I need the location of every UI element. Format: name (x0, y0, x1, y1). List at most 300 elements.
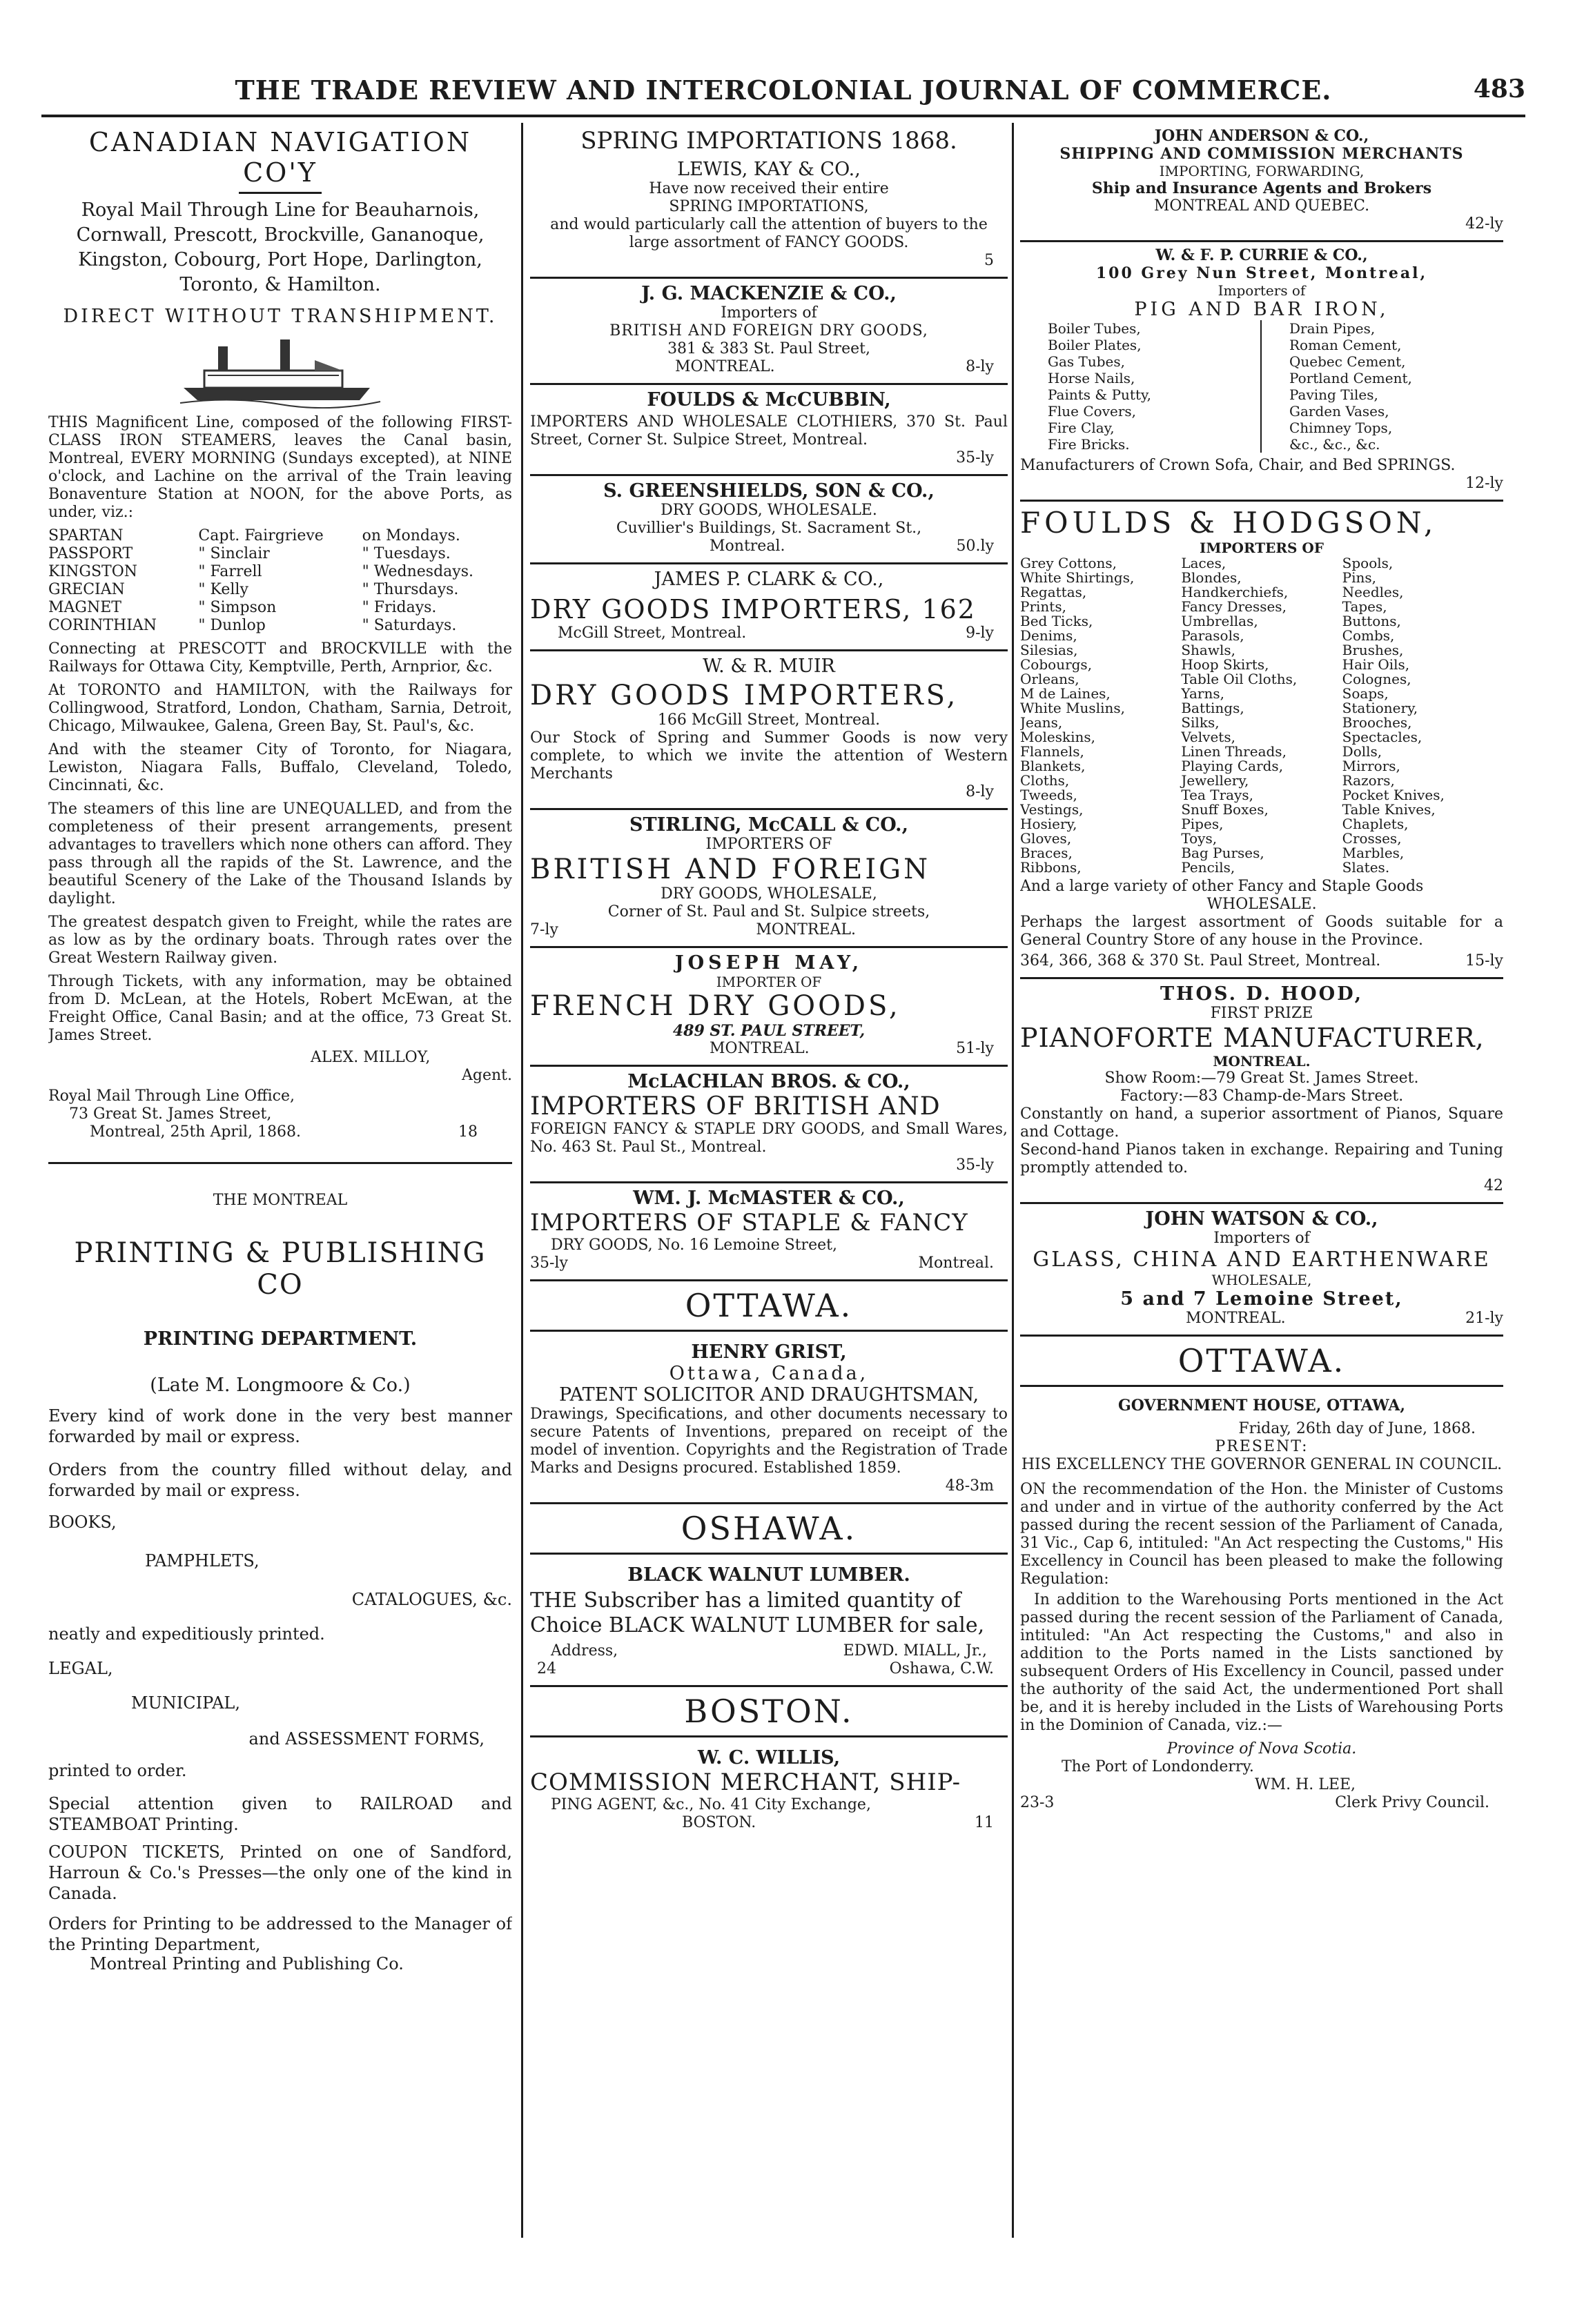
ad-title: CANADIAN NAVIGATION CO'Y (88, 127, 472, 188)
ad-line: Importers of (1213, 1230, 1310, 1247)
section-heading-oshawa: OSHAWA. (530, 1504, 1008, 1555)
ad-footer (530, 624, 1008, 642)
product-item: Pipes, (1181, 816, 1224, 832)
ad-firm: S. GREENSHIELDS, SON & CO., (603, 480, 935, 502)
ad-city: Montreal. (918, 1254, 994, 1272)
column-1 (48, 123, 512, 2234)
ad-address: McGill Street, Montreal. (558, 624, 747, 642)
product-item: Blankets, (1020, 758, 1086, 774)
product-column (1342, 556, 1503, 875)
ad-paragraph: COUPON TICKETS, Printed on one of Sandford, Harroun & Co.'s Presses—the only one of the kind in Canada. (48, 1842, 512, 1903)
ad-city: MONTREAL. (756, 921, 856, 938)
ad-title: BRITISH AND FOREIGN (530, 854, 931, 885)
ad-address: 5 and 7 Lemoine Street, (1120, 1288, 1403, 1310)
product-item: Tapes, (1342, 598, 1387, 615)
ad-firm: HENRY GRIST, (691, 1341, 847, 1363)
ship-day: " Thursdays. (362, 581, 459, 598)
ad-number: 7-ly (530, 921, 558, 938)
product-item: Combs, (1342, 627, 1395, 644)
ad-number: 50.ly (956, 538, 994, 555)
ad-firm: JOHN WATSON & CO., (1145, 1208, 1378, 1230)
ad-line: BOOKS, (48, 1513, 117, 1532)
product-item: Denims, (1020, 627, 1077, 644)
ad-number: 21-ly (1465, 1310, 1503, 1327)
ad-montreal-printing (48, 1164, 512, 1980)
steamboat-illustration (177, 333, 384, 408)
product-item: Gloves, (1020, 830, 1072, 847)
ship-captain: " Farrell (198, 563, 262, 580)
ad-paragraph: The greatest despatch given to Freight, while the rates are as low as by the ordinary boats. Through rates over the Great Western Railway given. (48, 914, 512, 967)
product-item: Dolls, (1342, 743, 1382, 760)
ad-number: 8-ly (966, 358, 994, 375)
product-item: Playing Cards, (1181, 758, 1284, 774)
ad-footer (530, 1642, 1008, 1660)
product-item: White Muslins, (1020, 700, 1125, 716)
ship-name: GRECIAN (48, 581, 125, 598)
product-item: Parasols, (1181, 627, 1244, 644)
ad-james-clark (530, 564, 1008, 651)
ad-paragraph: Orders for Printing to be addressed to the Manager of the Printing Department, (48, 1914, 512, 1954)
notice-heading: GOVERNMENT HOUSE, OTTAWA, (1117, 1397, 1406, 1415)
ad-stirling-mccall (530, 810, 1008, 948)
ad-body: DRY GOODS, No. 16 Lemoine Street, (551, 1237, 837, 1254)
ad-line: PAMPHLETS, (145, 1551, 260, 1570)
signature-title: Agent. (462, 1067, 512, 1084)
ad-paragraph: At TORONTO and HAMILTON, with the Railways for Collingwood, Stratford, London, Chatham, Sarnia, Detroit, Chicago, Milwaukee, Galena, Green Bay, St. Paul's, &c. (48, 682, 512, 735)
ad-line: Ottawa, Canada, (669, 1363, 869, 1384)
ad-paragraph: Through Tickets, with any information, may be obtained from D. McLean, at the Hotels, Robert McEwan, at the Freight Office, Canal Basin; and at the office, 73 Great St. James Street. (48, 973, 512, 1044)
ad-title: DRY GOODS IMPORTERS, 162 (530, 594, 976, 624)
ship-name: PASSPORT (48, 545, 133, 562)
product-item: Prints, (1020, 598, 1066, 615)
ad-intro: Royal Mail Through Line for Beauharnois, Cornwall, Prescott, Brockville, Gananoque, Kingston, Cobourg, Port Hope, Darlington, Toronto, & Hamilton. (76, 199, 485, 295)
product-item: Tweeds, (1020, 787, 1077, 803)
ad-title: PIANOFORTE MANUFACTURER, (1020, 1023, 1485, 1053)
ad-footer (530, 1814, 1008, 1832)
ad-title: IMPORTERS OF BRITISH AND (530, 1092, 941, 1121)
ship-captain: Capt. Fairgrieve (198, 527, 324, 544)
product-item: Regattas, (1020, 584, 1087, 600)
product-column (1020, 556, 1181, 875)
ad-kicker: THE MONTREAL (213, 1192, 348, 1209)
ad-mclachlan (530, 1067, 1008, 1183)
product-item: Portland Cement, (1289, 370, 1412, 386)
ad-paragraph: Every kind of work done in the very best manner forwarded by mail or express. (48, 1406, 512, 1446)
product-item: Orleans, (1020, 671, 1079, 687)
signature-title: Clerk Privy Council. (1335, 1794, 1489, 1811)
ad-willis (530, 1743, 1008, 1839)
product-item: Paving Tiles, (1289, 386, 1378, 403)
notice-line: PRESENT: (1215, 1438, 1309, 1455)
product-item: Fire Bricks. (1048, 436, 1130, 453)
product-item: White Shirtings, (1020, 569, 1135, 586)
ad-number: 23-3 (1020, 1794, 1055, 1811)
ad-firm: McLACHLAN BROS. & CO., (627, 1071, 910, 1092)
ad-firm: J. G. MACKENZIE & CO., (641, 283, 897, 304)
ad-number: 15-ly (1465, 952, 1503, 969)
product-item: Paints & Putty, (1048, 386, 1151, 403)
ship-day: " Fridays. (362, 599, 437, 616)
ad-line: DRY GOODS, WHOLESALE, (661, 885, 877, 903)
ad-thos-hood (1020, 979, 1503, 1204)
office-line: 73 Great St. James Street, (69, 1105, 272, 1123)
ad-line: IMPORTERS OF (705, 836, 832, 853)
product-item: Brushes, (1342, 642, 1404, 658)
product-column (1181, 556, 1342, 875)
ad-number: 18 (458, 1123, 478, 1141)
ad-line: Manufacturers of Crown Sofa, Chair, and Bed SPRINGS. (1020, 457, 1456, 474)
ad-muir (530, 651, 1008, 810)
product-item: Bag Purses, (1181, 845, 1264, 861)
ad-line: CATALOGUES, &c. (351, 1590, 512, 1609)
ad-firm: STIRLING, McCALL & CO., (629, 814, 908, 836)
ad-footer (530, 1660, 1008, 1678)
product-item: Hair Oils, (1342, 656, 1410, 673)
product-item: Needles, (1342, 584, 1404, 600)
product-item: Jewellery, (1181, 772, 1249, 789)
product-list (1020, 556, 1503, 875)
ad-line: Constantly on hand, a superior assortment of Pianos, Square and Cottage. (1020, 1105, 1503, 1141)
ad-title: SPRING IMPORTATIONS 1868. (580, 127, 957, 155)
ad-firm: JAMES P. CLARK & CO., (654, 569, 884, 590)
ad-line: MUNICIPAL, (131, 1693, 240, 1713)
product-item: Fire Clay, (1048, 420, 1115, 436)
ad-city: BOSTON. (682, 1814, 756, 1831)
ad-body: Drawings, Specifications, and other documents necessary to secure Patents of Inventions, prepared on receipt of the model of invention. Copyrights and the Registration of Trade Marks and Designs procured. Established 1859. (530, 1406, 1008, 1477)
column-rule-1 (521, 123, 523, 2238)
product-item: Braces, (1020, 845, 1073, 861)
product-item: Quebec Cement, (1289, 353, 1406, 370)
product-item: Spools, (1342, 555, 1394, 571)
notice-line: The Port of Londonderry. (1062, 1758, 1254, 1775)
ad-footer (530, 538, 1008, 555)
ship-name: MAGNET (48, 599, 121, 616)
ad-line: IMPORTERS OF (1200, 540, 1324, 556)
product-item: Boiler Tubes, (1048, 320, 1141, 337)
ship-name: KINGSTON (48, 563, 137, 580)
ad-footer (530, 921, 1008, 939)
ad-body: Our Stock of Spring and Summer Goods is now very complete, to which we invite the attention of Western Merchants (530, 729, 1008, 782)
ad-line: neatly and expeditiously printed. (48, 1624, 325, 1644)
ad-body: FOREIGN FANCY & STAPLE DRY GOODS, and Small Wares, No. 463 St. Paul St., Montreal. (530, 1121, 1008, 1156)
ad-city: Oshawa, C.W. (889, 1660, 994, 1677)
ad-paragraph: The steamers of this line are UNEQUALLED, and from the completeness of their present arrangements, present advantages to travellers which none others can afford. They pass through all the rapids of the St. Lawrence, and the beautiful Scenery of the Lake of the Thousand Islands by daylight. (48, 800, 512, 907)
ad-john-watson (1020, 1204, 1503, 1337)
product-item: Hosiery, (1020, 816, 1077, 832)
ad-number: 42-ly (1465, 215, 1503, 233)
ad-greenshields (530, 476, 1008, 564)
product-item: Roman Cement, (1289, 337, 1402, 353)
ad-firm: W. C. WILLIS, (697, 1747, 841, 1769)
ad-subtitle: DIRECT WITHOUT TRANSHIPMENT. (63, 306, 498, 327)
notice-body: In addition to the Warehousing Ports mentioned in the Act passed during the recent session of the Parliament of Canada, intituled: "An Act respecting the Customs," and also in addition to the Ports named in the Lists sanctioned by subsequent Orders of His Excellency in Council, passed under the authority of the said Act, the undermentioned Port shall be, and it is hereby included in the Lists of Warehousing Ports in the Dominion of Canada, viz.:— (1020, 1591, 1503, 1734)
product-item: Marbles, (1342, 845, 1405, 861)
section-heading-ottawa: OTTAWA. (530, 1281, 1008, 1332)
product-item: Slates. (1342, 859, 1390, 876)
ship-name: SPARTAN (48, 527, 124, 544)
ship-captain: " Dunlop (198, 617, 266, 634)
ad-line: and would particularly call the attention of buyers to the large assortment of FANCY GOODS. (550, 216, 988, 251)
ad-address: 166 McGill Street, Montreal. (657, 711, 881, 729)
ad-number: 9-ly (966, 624, 994, 642)
ad-currie (1020, 242, 1503, 502)
ad-firm: JOHN ANDERSON & CO., (1154, 127, 1369, 145)
column-2 (530, 123, 1008, 2234)
ad-title: PATENT SOLICITOR AND DRAUGHTSMAN, (558, 1384, 979, 1406)
ad-firm: W. & F. P. CURRIE & CO., (1155, 246, 1368, 264)
ad-line: And a large variety of other Fancy and Staple Goods (1020, 878, 1424, 895)
product-item: Flannels, (1020, 743, 1084, 760)
page-header (41, 75, 1525, 116)
product-item: Grey Cottons, (1020, 555, 1117, 571)
ad-address: 364, 366, 368 & 370 St. Paul Street, Montreal. (1020, 952, 1381, 969)
product-item: Crosses, (1342, 830, 1402, 847)
ad-number: 24 (537, 1660, 556, 1677)
ad-line: Importers of (1218, 282, 1306, 299)
ad-footer (1020, 1310, 1503, 1328)
ad-line: Cuvillier's Buildings, St. Sacrament St., (616, 520, 922, 537)
ad-line: and ASSESSMENT FORMS, (248, 1729, 485, 1749)
notice-line: HIS EXCELLENCY THE GOVERNOR GENERAL IN COUNCIL. (1021, 1456, 1503, 1473)
ad-paragraph: And with the steamer City of Toronto, for Niagara, Lewiston, Niagara Falls, Buffalo, Cleveland, Toledo, Cincinnati, &c. (48, 741, 512, 794)
notice-footer (1020, 1794, 1503, 1812)
steamer-schedule (48, 527, 512, 635)
header-rule (41, 115, 1525, 117)
ad-canadian-navigation (48, 123, 512, 1148)
product-item: Ribbons, (1020, 859, 1082, 876)
ad-firm: FOULDS & McCUBBIN, (647, 389, 891, 411)
ad-firm: LEWIS, KAY & CO., (677, 159, 861, 180)
product-item: Velvets, (1181, 729, 1235, 745)
ad-title: COMMISSION MERCHANT, SHIP- (530, 1769, 961, 1796)
product-item: Laces, (1181, 555, 1226, 571)
ad-joseph-may (530, 948, 1008, 1067)
ad-paragraph: Connecting at PRESCOTT and BROCKVILLE with the Railways for Ottawa City, Kemptville, Perth, Arnprior, &c. (48, 640, 512, 676)
product-column-left (1048, 320, 1262, 453)
product-item: Drain Pipes, (1289, 320, 1376, 337)
notice-date: Friday, 26th day of June, 1868. (1238, 1420, 1476, 1437)
ad-body: IMPORTERS AND WHOLESALE CLOTHIERS, 370 St. Paul Street, Corner St. Sulpice Street, Montreal. (530, 413, 1008, 449)
ad-firm: THOS. D. HOOD, (1160, 983, 1364, 1005)
office-line: Royal Mail Through Line Office, (48, 1087, 295, 1105)
ad-line: FIRST PRIZE (1210, 1005, 1313, 1022)
ad-city: MONTREAL. (1186, 1310, 1286, 1327)
ad-line: WHOLESALE, (1211, 1272, 1312, 1288)
product-item: Horse Nails, (1048, 370, 1135, 386)
product-item: Yarns, (1181, 685, 1224, 702)
product-item: Vestings, (1020, 801, 1084, 818)
product-item: Table Oil Cloths, (1181, 671, 1298, 687)
product-item: Silesias, (1020, 642, 1078, 658)
ad-line: Importers of (721, 304, 817, 322)
ad-line: Address, (551, 1642, 618, 1660)
ad-henry-grist (530, 1337, 1008, 1504)
ad-firm: WM. J. McMASTER & CO., (633, 1188, 905, 1209)
product-item: Brooches, (1342, 714, 1412, 731)
product-item: Toys, (1181, 830, 1218, 847)
notice-line: Province of Nova Scotia. (1166, 1740, 1357, 1757)
ad-foulds-mccubbin (530, 385, 1008, 476)
section-heading-ottawa: OTTAWA. (1020, 1337, 1503, 1387)
ad-name: EDWD. MIALL, Jr., (843, 1642, 987, 1660)
product-item: Silks, (1181, 714, 1220, 731)
ad-address: 489 ST. PAUL STREET, (672, 1022, 866, 1040)
ad-body: PING AGENT, &c., No. 41 City Exchange, (551, 1796, 871, 1813)
product-item: Boiler Plates, (1048, 337, 1142, 353)
ad-address: 100 Grey Nun Street, Montreal, (1095, 264, 1428, 282)
ad-footer (530, 1254, 1008, 1272)
ad-paragraph: Special attention given to RAILROAD and STEAMBOAT Printing. (48, 1794, 512, 1834)
journal-title: THE TRADE REVIEW AND INTERCOLONIAL JOURNAL OF COMMERCE. (235, 75, 1332, 106)
ship-day: " Tuesdays. (362, 545, 451, 562)
ad-line: Have now received their entire (649, 180, 889, 197)
ad-title: BLACK WALNUT LUMBER. (627, 1564, 910, 1586)
ad-title: IMPORTERS OF STAPLE & FANCY (530, 1209, 968, 1237)
product-item: Chimney Tops, (1289, 420, 1393, 436)
product-item: Bed Ticks, (1020, 613, 1093, 629)
ad-paragraph: Orders from the country filled without delay, and forwarded by mail or express. (48, 1460, 512, 1500)
ship-captain: " Kelly (198, 581, 248, 598)
ad-line: Corner of St. Paul and St. Sulpice streets, (607, 903, 930, 920)
product-item: Handkerchiefs, (1181, 584, 1289, 600)
ad-city: MONTREAL. (675, 358, 775, 375)
ad-line: printed to order. (48, 1761, 187, 1780)
product-list (1020, 320, 1503, 453)
column-3 (1020, 123, 1503, 2234)
ad-title: GLASS, CHINA AND EARTHENWARE (1033, 1248, 1491, 1272)
ad-title: FOULDS & HODGSON, (1020, 506, 1438, 540)
ad-firm: W. & R. MUIR (703, 656, 835, 677)
ad-line: Second-hand Pianos taken in exchange. Repairing and Tuning promptly attended to. (1020, 1141, 1503, 1176)
ship-name: CORINTHIAN (48, 617, 157, 634)
ad-line: IMPORTING, FORWARDING, (1159, 163, 1365, 179)
ad-body: Perhaps the largest assortment of Goods suitable for a General Country Store of any house in the Province. (1020, 914, 1503, 949)
product-item: Razors, (1342, 772, 1395, 789)
product-item: Pins, (1342, 569, 1377, 586)
product-item: Battings, (1181, 700, 1244, 716)
column-rule-2 (1012, 123, 1014, 2238)
ad-firm: JOSEPH MAY, (674, 952, 863, 974)
ad-number: 35-ly (530, 1254, 568, 1272)
ship-captain: " Sinclair (198, 545, 270, 562)
ad-footer (530, 358, 1008, 376)
ad-title: PRINTING & PUBLISHING CO (74, 1237, 487, 1301)
ad-line: BRITISH AND FOREIGN DRY GOODS, (609, 322, 928, 339)
ad-footer (1020, 952, 1503, 970)
notice-body: ON the recommendation of the Hon. the Minister of Customs and under and in virtue of the authority conferred by the Act passed during the recent session of the Parliament of Canada, 31 Vic., Cap 6, intituled: "An Act respecting the Customs," His Excellency in Council has been pleased to make the following Regulation: (1020, 1481, 1503, 1588)
ad-line: MONTREAL. (1213, 1053, 1311, 1070)
product-item: Table Knives, (1342, 801, 1436, 818)
product-item: Umbrellas, (1181, 613, 1258, 629)
ad-line: SPRING IMPORTATIONS, (669, 198, 869, 215)
product-item: Colognes, (1342, 671, 1411, 687)
ad-line: Montreal Printing and Publishing Co. (90, 1954, 404, 1973)
ad-city: MONTREAL. (710, 1040, 810, 1057)
ad-number: 35-ly (956, 1156, 994, 1174)
product-item: Stationery, (1342, 700, 1418, 716)
office-line: Montreal, 25th April, 1868. (90, 1123, 301, 1141)
ad-title: FRENCH DRY GOODS, (530, 990, 901, 1022)
office-block (48, 1087, 512, 1141)
product-item: Pocket Knives, (1342, 787, 1445, 803)
ad-john-anderson (1020, 123, 1503, 242)
ad-line: 381 & 383 St. Paul Street, (667, 340, 870, 357)
product-item: &c., &c., &c. (1289, 436, 1380, 453)
signature: WM. H. LEE, (1255, 1776, 1356, 1793)
product-item: Flue Covers, (1048, 403, 1137, 420)
product-column-right (1262, 320, 1476, 453)
product-item: Soaps, (1342, 685, 1389, 702)
ad-number: 11 (975, 1814, 994, 1831)
ad-line: LEGAL, (48, 1659, 113, 1678)
ad-foulds-hodgson (1020, 502, 1503, 979)
ad-mcmaster (530, 1183, 1008, 1281)
section-heading-boston: BOSTON. (530, 1687, 1008, 1737)
product-item: Jeans, (1020, 714, 1063, 731)
ad-number: 42 (1484, 1177, 1503, 1194)
product-item: Spectacles, (1342, 729, 1422, 745)
ad-line: MONTREAL AND QUEBEC. (1153, 197, 1370, 215)
ad-mackenzie (530, 279, 1008, 385)
ad-body: THIS Magnificent Line, composed of the following FIRST-CLASS IRON STEAMERS, leaves the Canal basin, Montreal, EVERY MORNING (Sundays excepted), at NINE o'clock, and Lachine on the arrival of the Train leaving Bonaventure Station at NOON, for the above Ports, as under, viz.: (48, 414, 512, 521)
government-notice (1020, 1392, 1503, 1819)
ad-lewis-kay (530, 123, 1008, 279)
product-item: M de Laines, (1020, 685, 1111, 702)
ad-line: SHIPPING AND COMMISSION MERCHANTS (1059, 145, 1464, 163)
ad-number: 5 (984, 252, 994, 269)
signature: ALEX. MILLOY, (311, 1049, 431, 1066)
ad-number: 51-ly (956, 1040, 994, 1057)
product-item: Garden Vases, (1289, 403, 1389, 420)
ad-line: Show Room:—79 Great St. James Street. (1104, 1070, 1419, 1087)
ad-line: DRY GOODS, WHOLESALE. (661, 502, 877, 519)
ad-title: PIG AND BAR IRON, (1134, 299, 1389, 320)
product-item: Gas Tubes, (1048, 353, 1126, 370)
product-item: Buttons, (1342, 613, 1401, 629)
ship-captain: " Simpson (198, 599, 277, 616)
ad-line: IMPORTER OF (716, 974, 822, 990)
ad-number: 8-ly (966, 783, 994, 800)
ad-black-walnut (530, 1560, 1008, 1687)
product-item: Fancy Dresses, (1181, 598, 1287, 615)
product-item: Pencils, (1181, 859, 1235, 876)
product-item: Moleskins, (1020, 729, 1096, 745)
ad-line: WHOLESALE. (1206, 896, 1317, 913)
ship-day: on Mondays. (362, 527, 460, 544)
product-item: Cloths, (1020, 772, 1070, 789)
ad-title: DRY GOODS IMPORTERS, (530, 680, 959, 711)
ad-number: 48-3m (945, 1477, 994, 1495)
ad-number: 35-ly (956, 449, 994, 466)
ad-number: 12-ly (1465, 475, 1503, 492)
ad-line: Ship and Insurance Agents and Brokers (1091, 179, 1432, 197)
product-item: Mirrors, (1342, 758, 1400, 774)
product-item: Snuff Boxes, (1181, 801, 1269, 818)
product-item: Hoop Skirts, (1181, 656, 1269, 673)
product-item: Cobourgs, (1020, 656, 1093, 673)
ship-day: " Wednesdays. (362, 563, 474, 580)
product-item: Tea Trays, (1181, 787, 1253, 803)
ad-line: (Late M. Longmoore & Co.) (150, 1375, 411, 1396)
page-number: 483 (1473, 75, 1525, 104)
ad-line: Factory:—83 Champ-de-Mars Street. (1119, 1087, 1404, 1105)
ad-footer (530, 1040, 1008, 1058)
ad-city: Montreal. (710, 538, 785, 555)
product-item: Shawls, (1181, 642, 1235, 658)
product-item: Blondes, (1181, 569, 1242, 586)
ad-body: THE Subscriber has a limited quantity of Choice BLACK WALNUT LUMBER for sale, (530, 1588, 985, 1637)
ship-day: " Saturdays. (362, 617, 457, 634)
